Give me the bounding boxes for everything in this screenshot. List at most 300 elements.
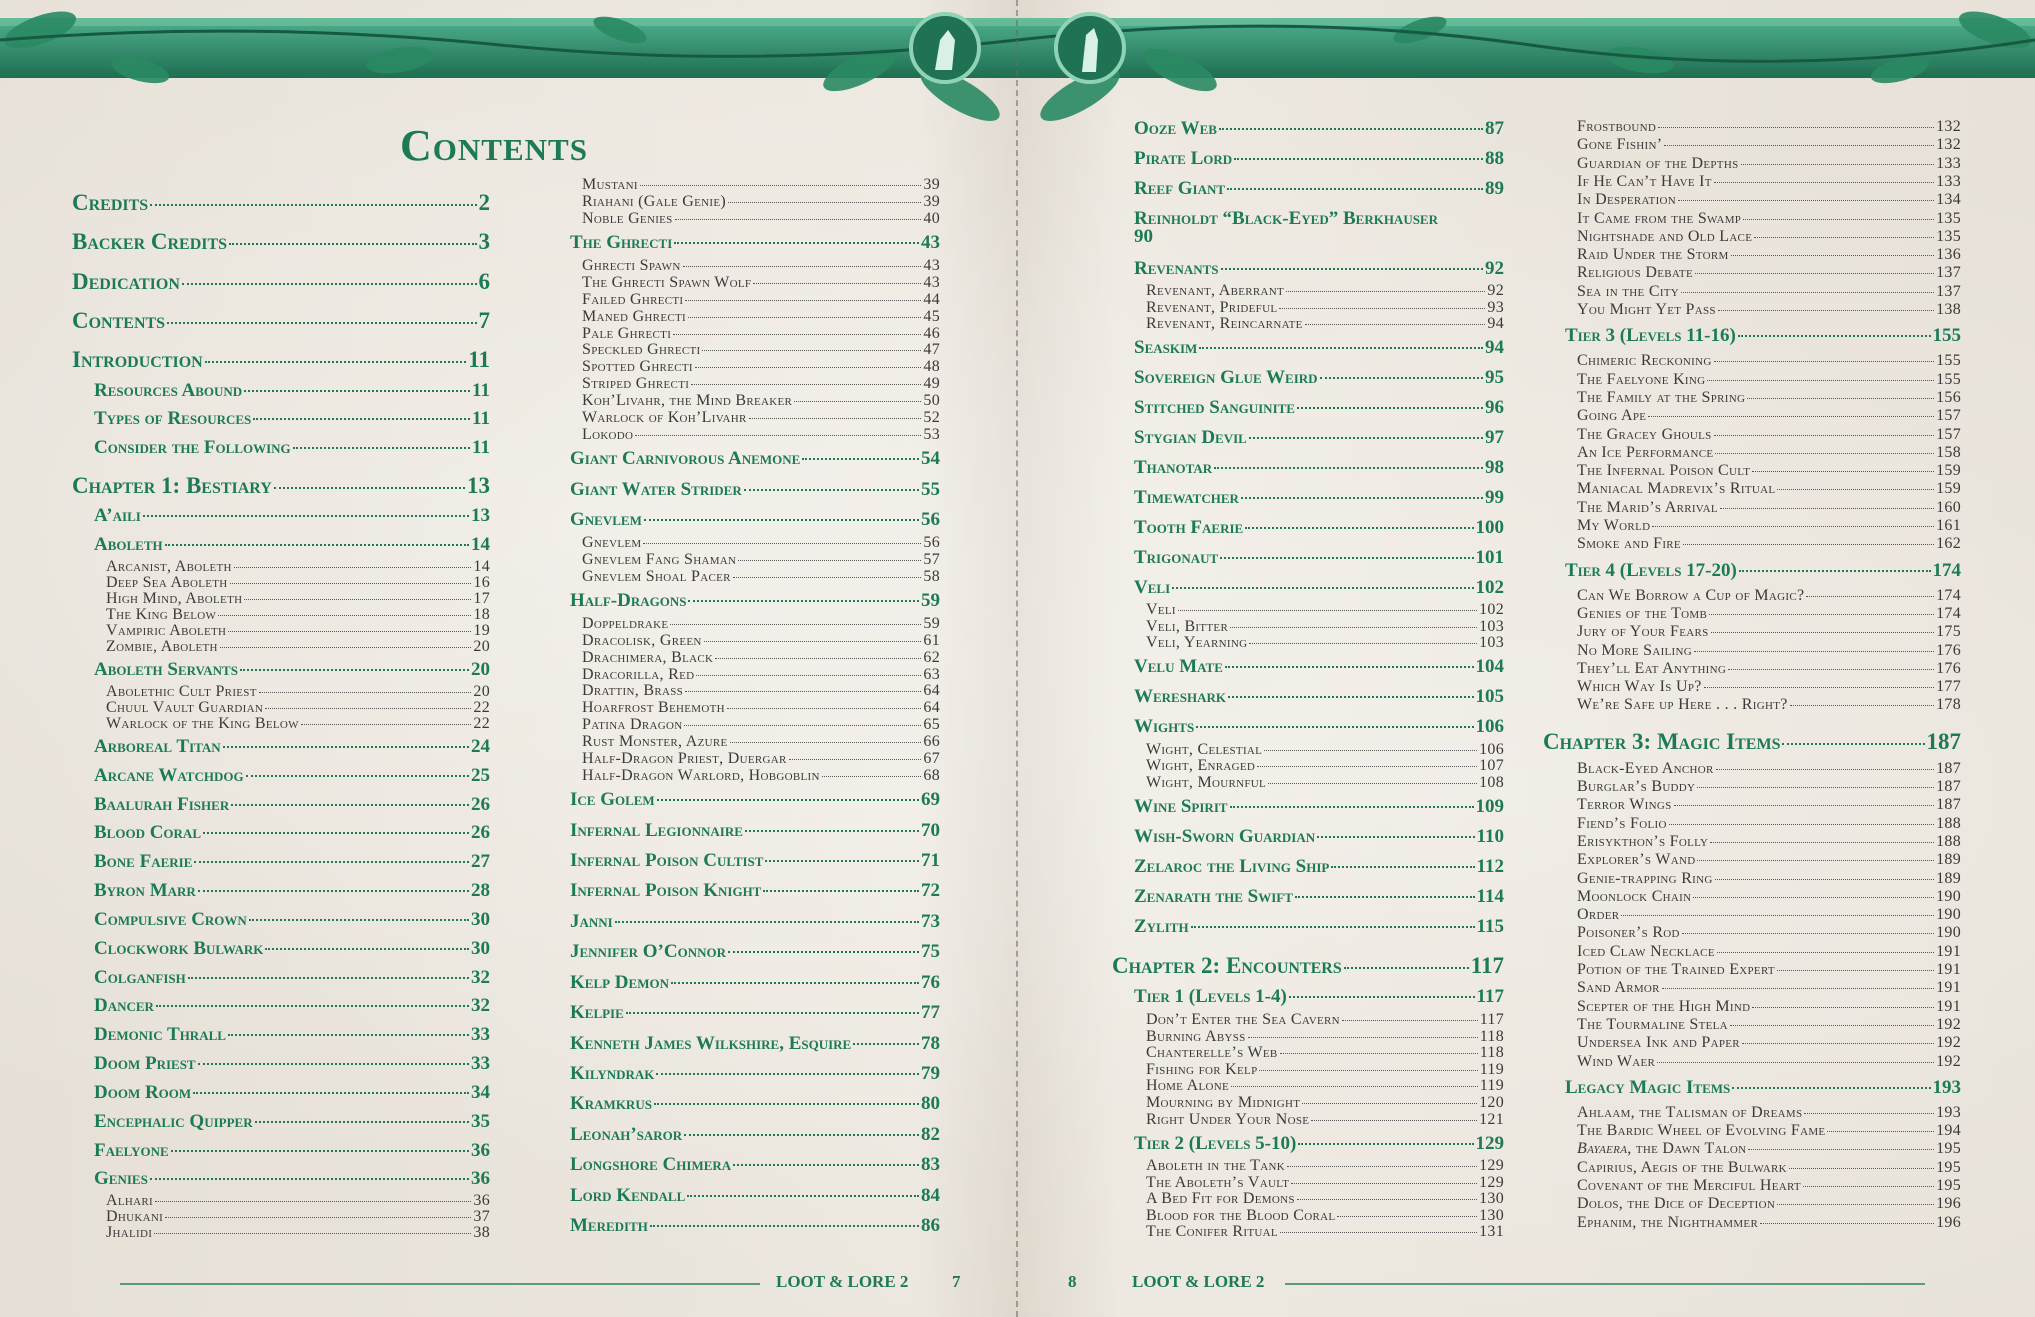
toc-entry: [570, 1215, 940, 1237]
toc-entry: [94, 995, 490, 1017]
toc-entry-title: Alhari: [106, 1192, 153, 1210]
dot-leader: [228, 1034, 469, 1036]
toc-page-number: 159: [1936, 480, 1961, 498]
toc-entry-title: Infernal Poison Knight: [570, 880, 762, 902]
toc-entry: [1577, 924, 1961, 942]
toc-entry: [1565, 325, 1961, 347]
toc-entry-title: The Gracey Ghouls: [1577, 425, 1712, 443]
toc-entry-title: Veli: [1134, 576, 1171, 598]
toc-page-number: 191: [1936, 942, 1961, 960]
dot-leader: [1320, 377, 1483, 379]
toc-entry-title: Ephanim, the Nighthammer: [1577, 1213, 1759, 1231]
toc-entry-title: Infernal Legionnaire: [570, 819, 743, 841]
dot-leader: [228, 631, 471, 632]
toc-entry: [1543, 729, 1961, 755]
toc-page-number: 45: [923, 307, 940, 325]
toc-entry: [1577, 228, 1961, 246]
dot-leader: [1241, 497, 1483, 499]
toc-entry: [582, 767, 940, 785]
toc-entry: [570, 479, 940, 501]
toc-page-number: 178: [1936, 696, 1961, 714]
toc-page-number: 174: [1936, 586, 1961, 604]
toc-entry: [582, 257, 940, 275]
toc-entry-title: Mourning by Midnight: [1146, 1093, 1301, 1111]
toc-entry-title: Wight, Mournful: [1146, 773, 1267, 791]
toc-entry: [570, 850, 940, 872]
toc-page-number: 65: [923, 716, 940, 734]
toc-page-number: 106: [1479, 740, 1504, 758]
dot-leader: [688, 600, 919, 602]
dot-leader: [685, 691, 921, 692]
dot-leader: [1709, 614, 1934, 615]
toc-entry-title: The Ghrecti: [570, 232, 673, 254]
toc-page-number: 187: [1926, 728, 1961, 754]
toc-page-number: 35: [471, 1110, 490, 1132]
page-gutter: [1016, 0, 1018, 1317]
dot-leader: [1259, 1070, 1477, 1071]
dot-leader: [671, 982, 919, 984]
dot-leader: [1344, 967, 1469, 969]
toc-entry-title: Byron Marr: [94, 880, 196, 902]
toc-page-number: 100: [1475, 516, 1504, 538]
toc-entry: [1577, 888, 1961, 906]
toc-entry: [570, 1185, 940, 1207]
dot-leader: [265, 708, 471, 709]
toc-entry-title: The Aboleth’s Vault: [1146, 1173, 1290, 1191]
toc-entry: [1577, 1195, 1961, 1213]
toc-entry: [106, 715, 490, 733]
toc-entry: [570, 820, 940, 842]
dot-leader: [1732, 1087, 1930, 1089]
dot-leader: [794, 401, 921, 402]
toc-entry: [1577, 499, 1961, 517]
toc-entry-title: Demonic Thrall: [94, 1024, 226, 1046]
toc-entry: [1577, 407, 1961, 425]
toc-entry-title: Guardian of the Depths: [1577, 154, 1739, 172]
dot-leader: [1728, 669, 1934, 670]
toc-entry-title: They’ll Eat Anything: [1577, 659, 1727, 677]
toc-page-number: 20: [473, 637, 490, 655]
toc-entry-title: Kelp Demon: [570, 971, 669, 993]
toc-entry: [1577, 1122, 1961, 1140]
toc-page-number: 33: [471, 1053, 490, 1075]
toc-entry: [1134, 517, 1504, 539]
toc-entry: [1577, 587, 1961, 605]
toc-entry-title: Zombie, Aboleth: [106, 637, 218, 655]
toc-entry-title: Covenant of the Merciful Heart: [1577, 1177, 1801, 1194]
toc-page-number: 120: [1479, 1093, 1504, 1111]
toc-entry-title: Religious Debate: [1577, 264, 1693, 282]
toc-page-number: 24: [471, 735, 490, 757]
toc-entry: [1112, 953, 1504, 979]
toc-entry: [1146, 741, 1504, 759]
toc-page-number: 191: [1936, 997, 1961, 1015]
toc-entry-title: No More Sailing: [1577, 641, 1693, 659]
dot-leader: [198, 890, 469, 892]
dot-leader: [1707, 380, 1934, 381]
toc-entry: [1134, 986, 1504, 1008]
toc-entry: [582, 750, 940, 768]
toc-page-number: 77: [921, 1002, 940, 1024]
toc-entry-title: Sand Armor: [1577, 979, 1660, 997]
toc-entry: [582, 632, 940, 650]
dot-leader: [1662, 988, 1934, 989]
toc-entry-title: Chanterelle’s Web: [1146, 1044, 1278, 1062]
toc-entry-title: Sovereign Glue Weird: [1134, 367, 1318, 389]
dot-leader: [150, 204, 476, 206]
dot-leader: [730, 742, 922, 743]
footer-rule-right: [1285, 1283, 1925, 1285]
dot-leader: [1652, 526, 1934, 527]
toc-entry-title: Black-Eyed Anchor: [1577, 759, 1714, 777]
toc-page-number: 88: [1485, 147, 1504, 169]
toc-entry-title: Dedication: [72, 268, 180, 294]
toc-entry-title: Lokodo: [582, 425, 634, 443]
toc-page-number: 49: [923, 375, 940, 393]
toc-entry-title: The Family at the Spring: [1577, 388, 1746, 406]
toc-page-number: 75: [921, 941, 940, 963]
dot-leader: [643, 543, 921, 544]
dot-leader: [154, 1233, 471, 1234]
dot-leader: [229, 243, 476, 245]
toc-page-number: 70: [921, 819, 940, 841]
dot-leader: [165, 1217, 471, 1218]
toc-entry: [94, 794, 490, 816]
dot-leader: [1730, 1025, 1934, 1026]
toc-entry-title: Infernal Poison Cultist: [570, 850, 764, 872]
toc-page-number: 80: [921, 1093, 940, 1115]
toc-page-number: 14: [473, 557, 490, 575]
toc-entry: [1134, 686, 1504, 708]
toc-page-number: 30: [471, 937, 490, 959]
toc-entry: [94, 765, 490, 787]
toc-entry-title: Compulsive Crown: [94, 908, 247, 930]
toc-entry-title: Aboleth Servants: [94, 659, 238, 681]
toc-entry: [1577, 301, 1961, 319]
dot-leader: [1782, 743, 1924, 745]
toc-page-number: 86: [921, 1215, 940, 1237]
toc-entry: [1134, 337, 1504, 359]
toc-page-number: 135: [1936, 227, 1961, 245]
toc-entry-title: Aboleth: [94, 534, 163, 556]
dot-leader: [1777, 970, 1934, 971]
toc-entry: [1577, 173, 1961, 191]
toc-entry: [1146, 601, 1504, 619]
toc-entry: [1577, 623, 1961, 641]
dot-leader: [1789, 1168, 1934, 1169]
toc-entry-title: Arcane Watchdog: [94, 764, 244, 786]
dot-leader: [1748, 1149, 1934, 1150]
toc-entry: [94, 505, 490, 527]
toc-entry: [582, 193, 940, 211]
dot-leader: [1760, 1223, 1934, 1224]
toc-entry: [582, 291, 940, 309]
toc-page-number: 196: [1936, 1213, 1961, 1231]
dot-leader: [688, 317, 921, 318]
toc-entry: [94, 380, 490, 402]
page-title: Contents: [400, 121, 588, 170]
toc-entry-title: Half-Dragons: [570, 590, 687, 612]
toc-entry: [94, 851, 490, 873]
dot-leader: [1695, 273, 1934, 274]
toc-page-number: 11: [468, 347, 490, 373]
dot-leader: [259, 692, 472, 693]
toc-page-number: 132: [1936, 118, 1961, 135]
dot-leader: [670, 624, 921, 625]
dot-leader: [165, 544, 469, 546]
toc-entry: [570, 509, 940, 531]
toc-page-number: 11: [472, 379, 490, 401]
toc-page-number: 98: [1485, 457, 1504, 479]
toc-page-number: 176: [1936, 641, 1961, 659]
toc-page-number: 32: [471, 966, 490, 988]
dot-leader: [615, 921, 919, 923]
dot-leader: [167, 322, 476, 324]
toc-entry-title: Blood for the Blood Coral: [1146, 1206, 1336, 1224]
dot-leader: [1741, 164, 1935, 165]
toc-entry-title: Fishing for Kelp: [1146, 1060, 1258, 1078]
toc-page-number: 40: [923, 209, 940, 227]
toc-page-number: 16: [473, 573, 490, 591]
toc-entry-title: Half-Dragon Priest, Duergar: [582, 749, 787, 767]
toc-page-number: 46: [923, 324, 940, 342]
toc-page-number: 63: [923, 665, 940, 683]
dot-leader: [744, 489, 919, 491]
toc-entry: [94, 437, 490, 459]
dot-leader: [1752, 1007, 1934, 1008]
toc-entry: [1577, 444, 1961, 462]
toc-page-number: 58: [923, 567, 940, 585]
toc-page-number: 82: [921, 1123, 940, 1145]
dot-leader: [193, 1092, 469, 1094]
dot-leader: [1710, 842, 1934, 843]
toc-entry: [1134, 178, 1504, 200]
toc-entry-title: Revenants: [1134, 257, 1219, 279]
toc-entry-title: Riahani (Gale Genie): [582, 192, 726, 210]
toc-page-number: 48: [923, 358, 940, 376]
toc-page-number: 155: [1936, 370, 1961, 388]
toc-entry-title: Vampiric Aboleth: [106, 621, 227, 639]
toc-page-number: 78: [921, 1032, 940, 1054]
toc-entry: [1146, 1157, 1504, 1175]
dot-leader: [220, 647, 472, 648]
toc-entry-title: Right Under Your Nose: [1146, 1110, 1310, 1128]
toc-entry: [1134, 457, 1504, 479]
toc-entry-title: Home Alone: [1146, 1077, 1229, 1095]
toc-entry: [1577, 796, 1961, 814]
toc-page-number: 160: [1936, 498, 1961, 516]
toc-entry: [570, 1002, 940, 1024]
dot-leader: [1331, 866, 1474, 868]
toc-entry: [1134, 148, 1504, 170]
toc-entry: [72, 269, 490, 295]
toc-entry: [1577, 760, 1961, 778]
toc-page-number: 107: [1479, 757, 1504, 775]
toc-entry: [582, 392, 940, 410]
toc-page-number: 64: [923, 682, 940, 700]
dot-leader: [1280, 1232, 1477, 1233]
toc-entry-title: Tier 4 (Levels 17-20): [1565, 559, 1737, 581]
toc-entry: [570, 590, 940, 612]
toc-entry-title: Iced Claw Necklace: [1577, 942, 1715, 960]
toc-entry-title: Chapter 2: Encounters: [1112, 952, 1342, 978]
toc-page-number: 26: [471, 793, 490, 815]
toc-entry-title: A Bed Fit for Demons: [1146, 1190, 1295, 1208]
toc-entry: [1577, 815, 1961, 833]
toc-entry-title: Chuul Vault Guardian: [106, 698, 264, 716]
dot-leader: [1234, 158, 1483, 160]
toc-entry-title: Gnevlem Shoal Pacer: [582, 567, 731, 585]
toc-entry-title: In Desperation: [1577, 191, 1677, 209]
toc-entry-title: Warlock of the King Below: [106, 714, 299, 732]
toc-entry-title: The Tourmaline Stela: [1577, 1015, 1728, 1033]
toc-entry-title: Velu Mate: [1134, 656, 1223, 678]
toc-entry-title: Revenant, Prideful: [1146, 298, 1278, 316]
toc-entry: [1577, 155, 1961, 173]
toc-entry: [570, 1154, 940, 1176]
toc-entry: [94, 1053, 490, 1075]
toc-entry: [94, 1024, 490, 1046]
toc-entry: [1134, 656, 1504, 678]
dot-leader: [1752, 471, 1934, 472]
toc-entry-title: Deep Sea Aboleth: [106, 573, 228, 591]
toc-entry: [72, 190, 490, 216]
dot-leader: [1657, 1062, 1934, 1063]
toc-entry-title: Introduction: [72, 347, 203, 373]
toc-page-number: 69: [921, 789, 940, 811]
dot-leader: [1295, 896, 1475, 898]
toc-entry-title: Giant Carnivorous Anemone: [570, 448, 801, 470]
toc-page-number: 92: [1485, 257, 1504, 279]
toc-entry: [582, 426, 940, 444]
toc-page-number: 189: [1936, 869, 1961, 887]
toc-entry-title: Stitched Sanguinite: [1134, 397, 1295, 419]
dot-leader: [822, 776, 922, 777]
toc-page-number: 156: [1936, 388, 1961, 406]
toc-entry-title: Which Way Is Up?: [1577, 678, 1702, 696]
toc-entry-title: Thanotar: [1134, 457, 1213, 479]
footer-rule-left: [120, 1283, 760, 1285]
toc-page-number: 110: [1476, 825, 1504, 847]
toc-entry: [1565, 1077, 1961, 1099]
toc-entry-title: Striped Ghrecti: [582, 375, 690, 393]
toc-page-number: 174: [1936, 604, 1961, 622]
dot-leader: [1715, 453, 1934, 454]
toc-entry-title: Koh’Livahr, the Mind Breaker: [582, 392, 793, 409]
dot-leader: [1214, 467, 1483, 469]
dot-leader: [685, 300, 921, 301]
toc-page-number: 73: [921, 910, 940, 932]
dot-leader: [728, 951, 919, 953]
dot-leader: [1754, 237, 1934, 238]
toc-entry-title: Veli, Yearning: [1146, 634, 1248, 652]
toc-entry-title: Spotted Ghrecti: [582, 358, 693, 376]
dot-leader: [1720, 508, 1934, 509]
dot-leader: [650, 1225, 919, 1227]
toc-entry: [94, 534, 490, 556]
toc-entry-title: The Faelyone King: [1577, 370, 1706, 388]
toc-page-number: 188: [1936, 832, 1961, 850]
dot-leader: [203, 832, 469, 834]
dot-leader: [1178, 610, 1477, 611]
dot-leader: [691, 384, 921, 385]
toc-entry-title: Resources Abound: [94, 379, 243, 401]
toc-page-number: 97: [1485, 427, 1504, 449]
toc-entry: [1577, 642, 1961, 660]
toc-page-number: 118: [1479, 1027, 1504, 1045]
dot-leader: [753, 283, 921, 284]
toc-page-number: 187: [1936, 759, 1961, 777]
toc-page-number: 13: [467, 473, 490, 499]
toc-entry: [1134, 258, 1504, 280]
toc-page-number: 192: [1936, 1015, 1961, 1033]
toc-page-number: 76: [921, 971, 940, 993]
dot-leader: [654, 1103, 919, 1105]
toc-entry: [1577, 696, 1961, 714]
toc-page-number: 132: [1936, 136, 1961, 154]
toc-entry-title: Drattin, Brass: [582, 682, 684, 700]
toc-entry-title: Pirate Lord: [1134, 147, 1233, 169]
dot-leader: [182, 283, 477, 285]
toc-entry-title: You Might Yet Pass: [1577, 301, 1716, 318]
dot-leader: [1682, 933, 1934, 934]
toc-entry-title: Drachimera, Black: [582, 648, 714, 666]
dot-leader: [1704, 687, 1934, 688]
toc-page-number: 33: [471, 1024, 490, 1046]
toc-page-number: 114: [1476, 885, 1504, 907]
dot-leader: [1694, 651, 1934, 652]
dot-leader: [265, 948, 469, 950]
toc-entry: [1577, 851, 1961, 869]
footer-title-right: LOOT & LORE 2: [1132, 1272, 1265, 1291]
dot-leader: [1711, 632, 1935, 633]
toc-entry: [1134, 547, 1504, 569]
dot-leader: [1305, 324, 1486, 325]
dot-leader: [657, 799, 919, 801]
dot-leader: [733, 1164, 919, 1166]
toc-entry-title: Potion of the Trained Expert: [1577, 961, 1775, 978]
dot-leader: [1742, 1043, 1934, 1044]
dot-leader: [1731, 255, 1935, 256]
dot-leader: [1337, 1216, 1477, 1217]
toc-page-number: 61: [923, 631, 940, 649]
toc-entry: [582, 666, 940, 684]
toc-entry-title: Wish-Sworn Guardian: [1134, 825, 1316, 847]
dot-leader: [1697, 860, 1934, 861]
toc-entry: [72, 229, 490, 255]
toc-entry-title: Scepter of the High Mind: [1577, 997, 1751, 1015]
dot-leader: [253, 418, 470, 420]
toc-entry: [94, 938, 490, 960]
toc-entry-title: Faelyone: [94, 1139, 169, 1161]
dot-leader: [853, 1043, 919, 1045]
toc-entry-title: Legacy Magic Items: [1565, 1076, 1731, 1098]
toc-entry: [1577, 906, 1961, 924]
toc-page-number: 195: [1936, 1140, 1961, 1158]
dot-leader: [1286, 291, 1485, 292]
toc-entry-title: Going Ape: [1577, 407, 1647, 425]
dot-leader: [1289, 996, 1475, 998]
dot-leader: [675, 219, 922, 220]
dot-leader: [656, 1073, 919, 1075]
dot-leader: [150, 1178, 469, 1180]
toc-entry: [94, 659, 490, 681]
toc-page-number: 43: [923, 257, 940, 275]
toc-entry: [582, 534, 940, 552]
dot-leader: [673, 334, 921, 335]
toc-page-number: 133: [1936, 154, 1961, 172]
toc-entry: [1134, 118, 1504, 140]
